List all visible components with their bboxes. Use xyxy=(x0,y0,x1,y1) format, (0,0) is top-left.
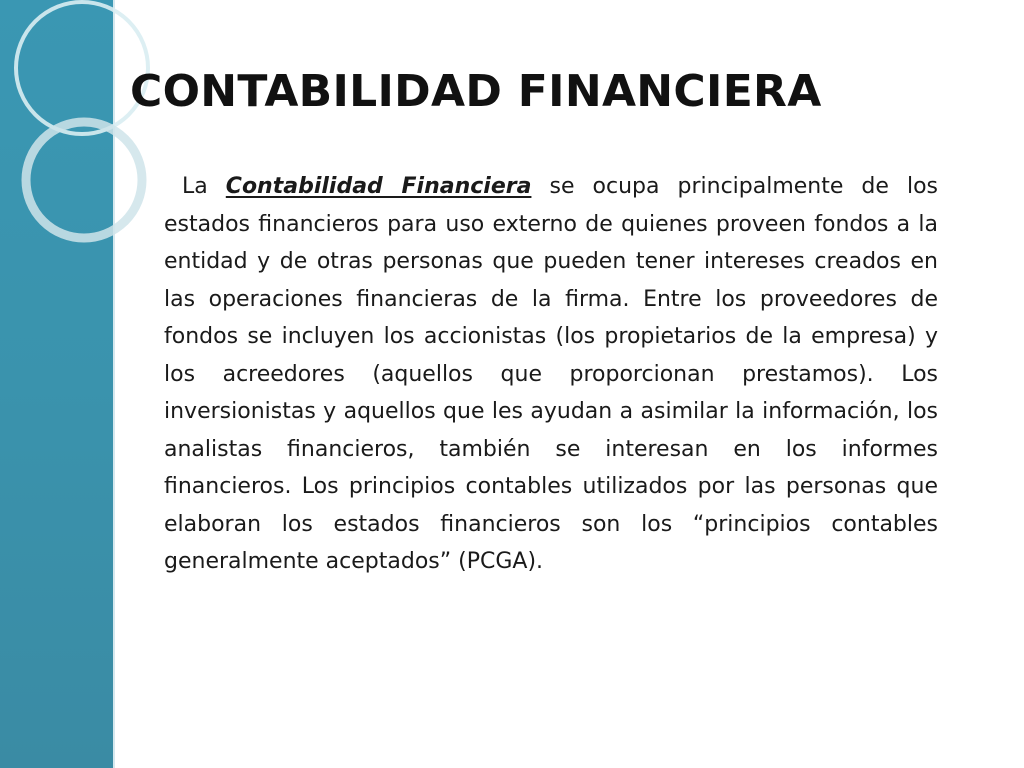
slide-title: CONTABILIDAD FINANCIERA xyxy=(130,66,822,117)
decorative-ring-large xyxy=(16,2,148,134)
paragraph-lead: La xyxy=(182,174,208,199)
highlighted-term: Contabilidad Financiera xyxy=(225,174,532,199)
paragraph-text: se ocupa principalmente de los estados financieros para uso externo de quienes proveen fondos a la entidad y de otras personas que pueden tener intereses creados en las operaciones financieras de la firma. Entre los proveedores de fondos se incluyen los accionistas (los propietarios de la empresa) y los acreedores (aquellos que proporcionan prestamos). Los inversionistas y aquellos que les ayudan a asimilar la información, los analistas financieros, también se interesan en los informes financieros. Los principios contables utilizados por las personas que elaboran los estados financieros son los “principios contables generalmente aceptados” (PCGA). xyxy=(164,174,939,574)
decorative-ring-small xyxy=(26,122,142,238)
body-paragraph xyxy=(164,168,938,581)
